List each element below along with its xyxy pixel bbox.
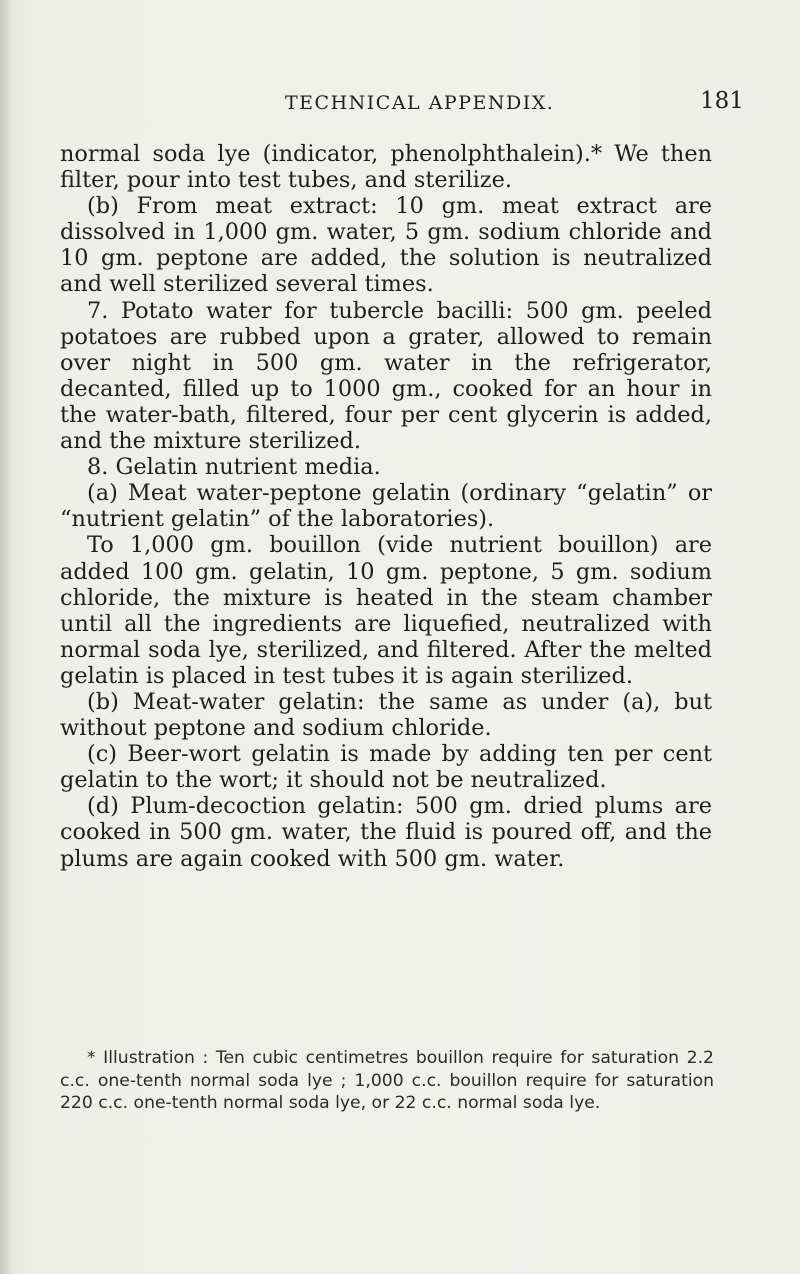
running-head: TECHNICAL APPENDIX. [285, 92, 555, 114]
paragraph-plum-decoction-gelatin: (d) Plum-decoction gelatin: 500 gm. dried plums are cooked in 500 gm. water, the fluid is poured off, and the plums are again cooked with 500 gm. water. [60, 793, 712, 872]
body-text [60, 141, 712, 872]
page-header [0, 88, 800, 122]
paragraph-potato-water: 7. Potato water for tubercle bacilli: 500 gm. peeled potatoes are rubbed upon a grater, allowed to remain over night in 500 gm. water in the refrigerator, decanted, filled up to 1000 gm., cooked for an hour in the water-bath, filtered, four per cent glycerin is added, and the mixture sterilized. [60, 297, 712, 455]
paragraph-beer-wort-gelatin: (c) Beer-wort gelatin is made by adding ten per cent gelatin to the wort; it should not be neutralized. [60, 741, 712, 794]
paragraph-meat-peptone-gelatin: (a) Meat water-peptone gelatin (ordinary “gelatin” or “nutrient gelatin” of the laboratories). [60, 480, 712, 533]
paragraph-bouillon-gelatin: To 1,000 gm. bouillon (vide nutrient bouillon) are added 100 gm. gelatin, 10 gm. peptone, 5 gm. sodium chloride, the mixture is heated in the steam chamber until all the ingredients are liquefied, neutralized with normal soda lye, sterilized, and filtered. After the melted gelatin is placed in test tubes it is again sterilized. [60, 532, 712, 689]
paragraph-meat-water-gelatin: (b) Meat-water gelatin: the same as under (a), but without peptone and sodium chloride. [60, 688, 712, 742]
binding-shadow [0, 0, 12, 1274]
footnote [60, 1047, 714, 1115]
page-number: 181 [700, 88, 744, 114]
paragraph-continued: normal soda lye (indicator, phenolphthalein).* We then filter, pour into test tubes, and sterilize. [60, 141, 712, 194]
footnote-text: * Illustration : Ten cubic centimetres bouillon require for saturation 2.2 c.c. one-tenth normal soda lye ; 1,000 c.c. bouillon require for saturation 220 c.c. one-tenth normal soda lye, or 22 c.c. normal soda lye. [60, 1048, 714, 1114]
paragraph-meat-extract: (b) From meat extract: 10 gm. meat extract are dissolved in 1,000 gm. water, 5 gm. sodium chloride and 10 gm. peptone are added, the solution is neutralized and well sterilized several times. [60, 193, 712, 298]
paragraph-gelatin-heading: 8. Gelatin nutrient media. [87, 454, 381, 481]
